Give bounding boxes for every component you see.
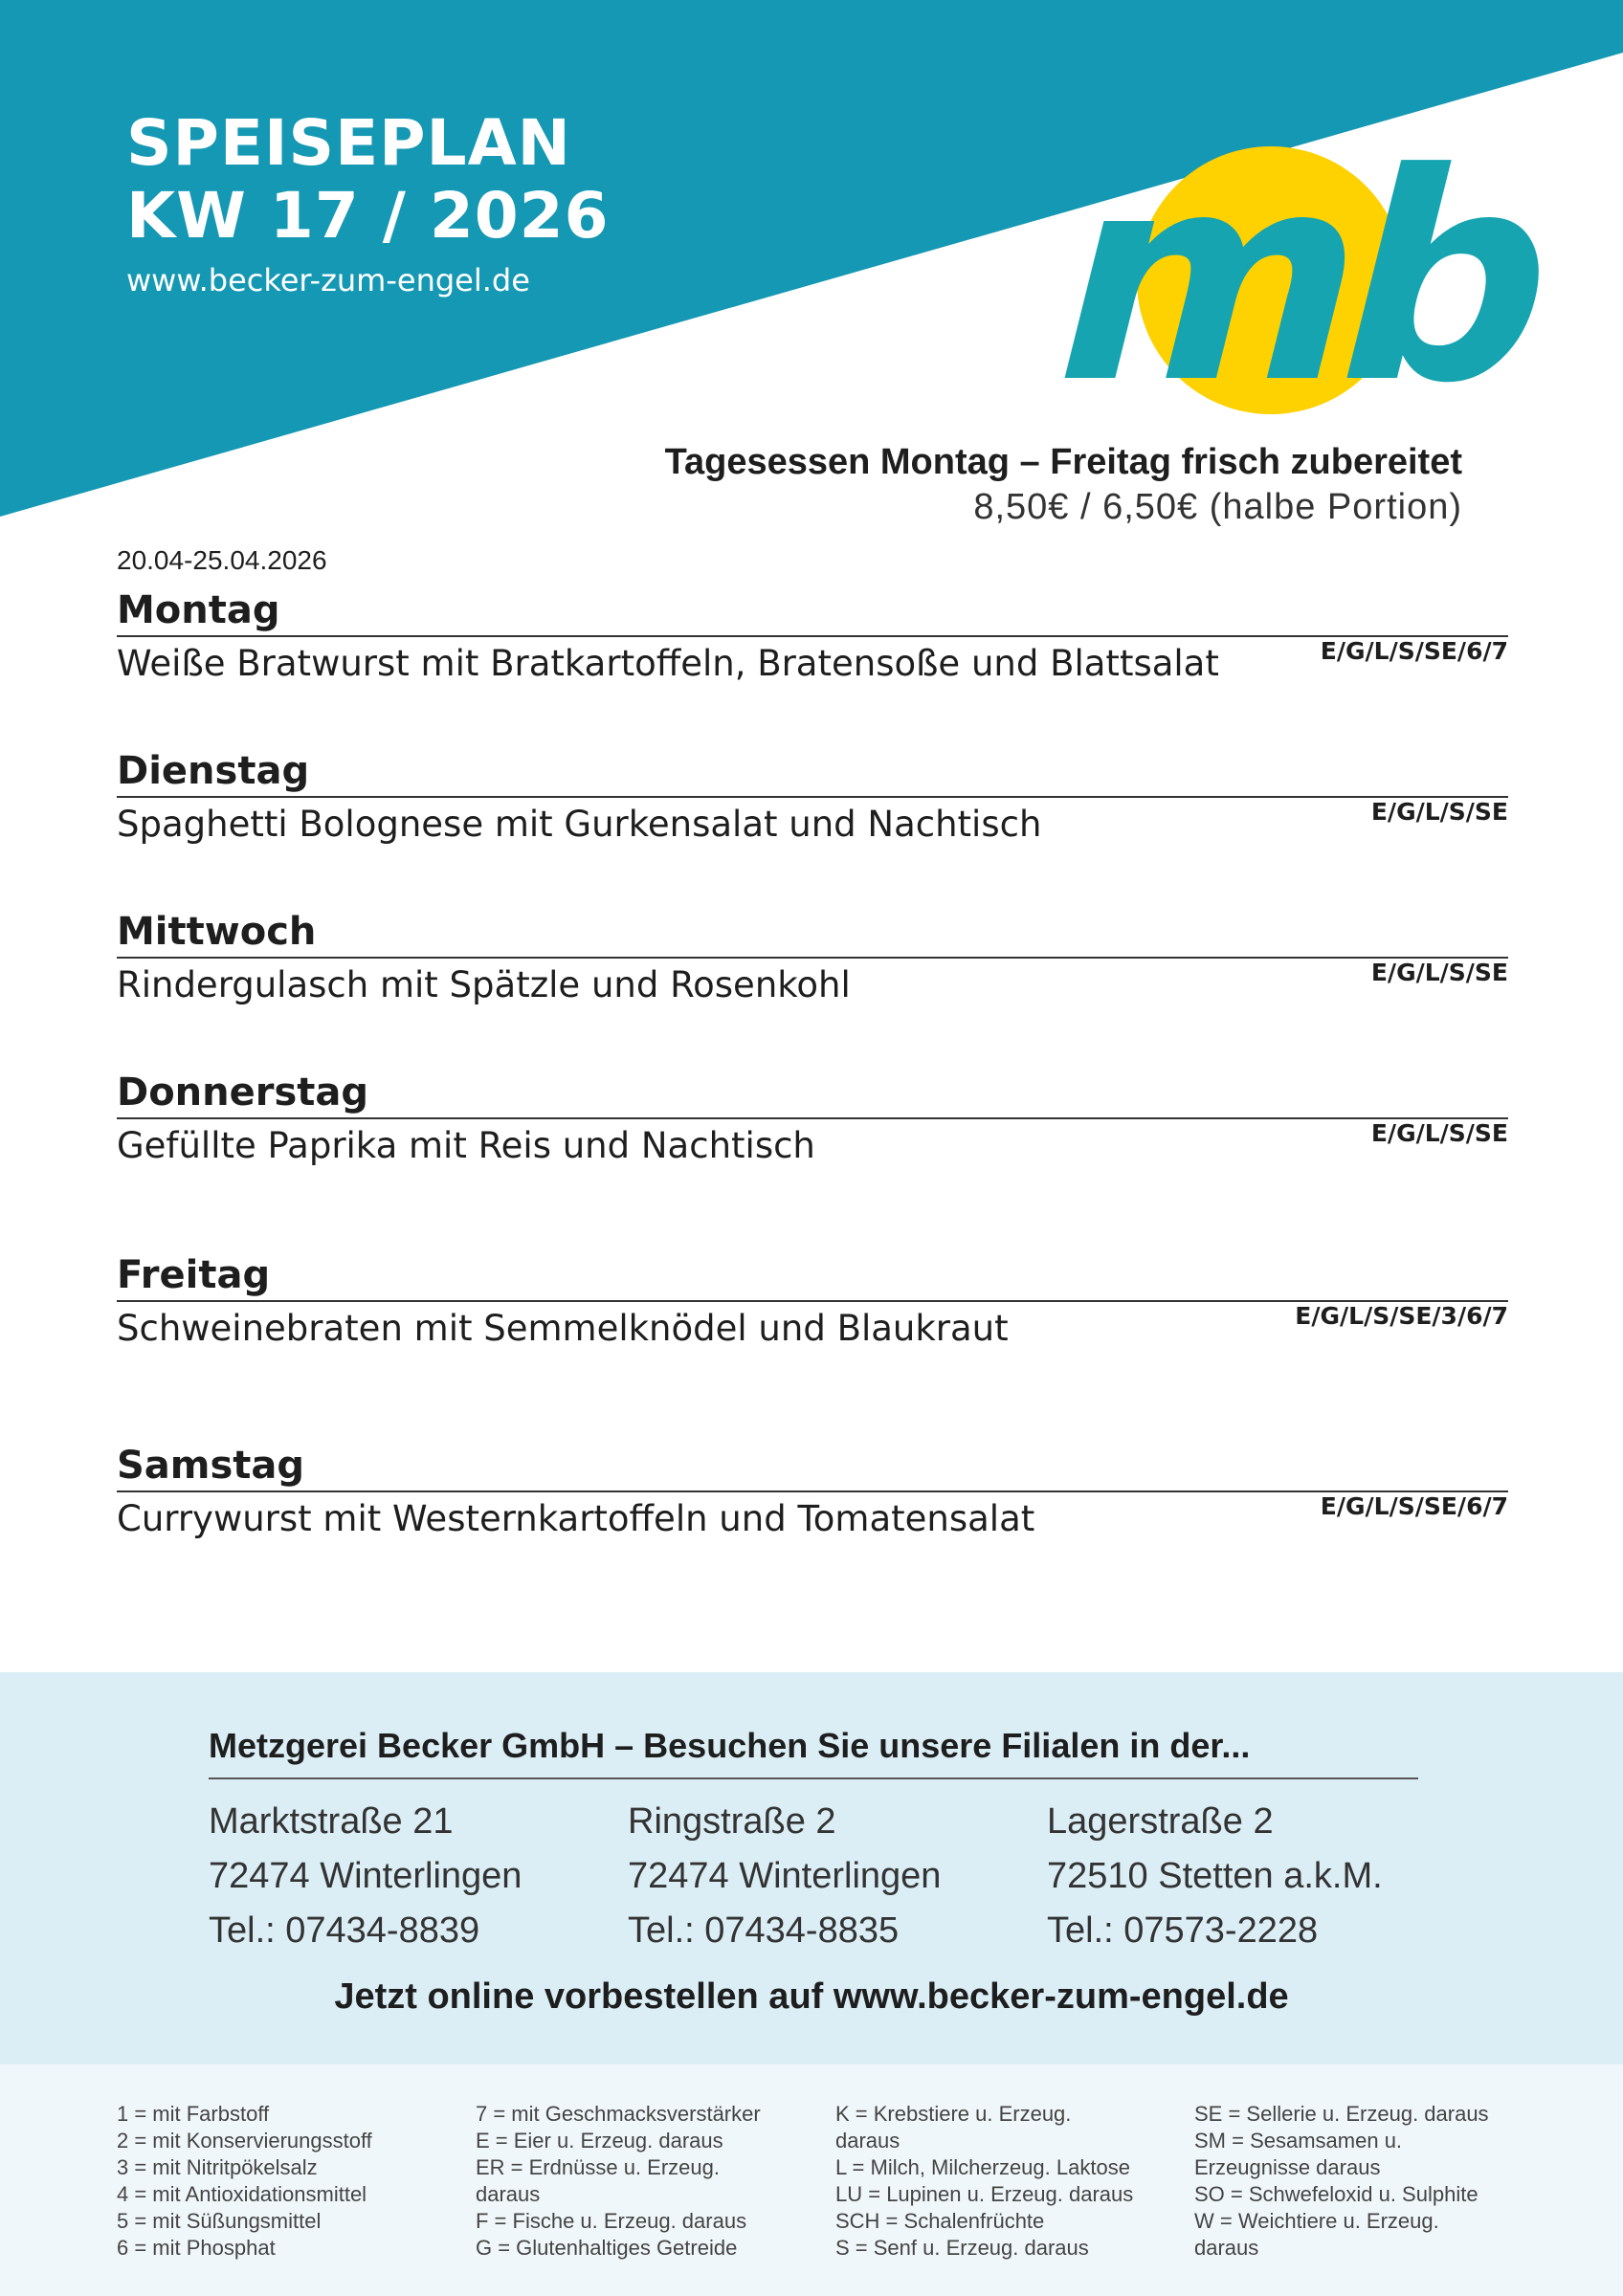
page-title xyxy=(126,107,610,253)
day-name: Freitag xyxy=(117,1252,1508,1302)
branch-phone[interactable]: Tel.: 07434-8839 xyxy=(209,1910,480,1951)
branch-2 xyxy=(628,1795,941,1958)
branch-phone[interactable]: Tel.: 07573-2228 xyxy=(1047,1910,1319,1951)
legend-entry: L = Milch, Milcherzeug. Laktose xyxy=(835,2155,1130,2179)
legend-entry: Erzeugnisse daraus xyxy=(1194,2155,1381,2179)
logo-text: mb xyxy=(1023,111,1578,446)
day-wednesday xyxy=(117,909,1508,1016)
legend-entry: 6 = mit Phosphat xyxy=(117,2236,276,2260)
legend-entry: daraus xyxy=(476,2182,541,2206)
intro-block xyxy=(665,442,1462,528)
day-name: Samstag xyxy=(117,1443,1508,1492)
dish-name: Gefüllte Paprika mit Reis und Nachtisch xyxy=(117,1125,815,1166)
branch-street: Marktstraße 21 xyxy=(209,1801,454,1842)
day-name: Mittwoch xyxy=(117,909,1508,959)
branch-street: Ringstraße 2 xyxy=(628,1801,836,1842)
legend-entry: 3 = mit Nitritpökelsalz xyxy=(117,2155,318,2179)
dish-name: Currywurst mit Westernkartoffeln und Tomatensalat xyxy=(117,1498,1035,1539)
legend-entry: 5 = mit Süßungsmittel xyxy=(117,2209,322,2233)
day-monday xyxy=(117,587,1508,695)
legend-column-1 xyxy=(117,2101,461,2262)
legend-entry: ER = Erdnüsse u. Erzeug. xyxy=(476,2155,720,2179)
branch-phone[interactable]: Tel.: 07434-8835 xyxy=(628,1910,900,1951)
legend-entry: LU = Lupinen u. Erzeug. daraus xyxy=(835,2182,1134,2206)
legend-entry: daraus xyxy=(1194,2236,1259,2260)
branch-city: 72474 Winterlingen xyxy=(209,1856,522,1896)
legend-entry: 7 = mit Geschmacksverstärker xyxy=(476,2102,761,2126)
legend-entry: 4 = mit Antioxidationsmittel xyxy=(117,2182,367,2206)
legend-entry: E = Eier u. Erzeug. daraus xyxy=(476,2129,723,2152)
legend-column-2 xyxy=(476,2101,820,2262)
legend-entry: 1 = mit Farbstoff xyxy=(117,2102,270,2126)
allergen-legend xyxy=(0,2064,1623,2296)
legend-column-4 xyxy=(1194,2101,1539,2262)
branch-street: Lagerstraße 2 xyxy=(1047,1801,1274,1842)
company-heading: Metzgerei Becker GmbH – Besuchen Sie unsere Filialen in der... xyxy=(209,1726,1418,1779)
intro-price: 8,50€ / 6,50€ (halbe Portion) xyxy=(973,487,1462,527)
branch-city: 72510 Stetten a.k.M. xyxy=(1047,1856,1383,1896)
allergen-codes: E/G/L/S/SE xyxy=(1370,959,1508,986)
footer-branches xyxy=(0,1672,1623,2064)
day-name: Dienstag xyxy=(117,748,1508,798)
legend-entry: S = Senf u. Erzeug. daraus xyxy=(835,2236,1089,2260)
day-name: Montag xyxy=(117,587,1508,637)
intro-title: Tagesessen Montag – Freitag frisch zubereitet xyxy=(664,442,1462,482)
allergen-codes: E/G/L/S/SE/6/7 xyxy=(1320,1492,1508,1520)
legend-entry: SO = Schwefeloxid u. Sulphite xyxy=(1194,2182,1478,2206)
dish-name: Rindergulasch mit Spätzle und Rosenkohl xyxy=(117,964,851,1005)
day-thursday xyxy=(117,1070,1508,1177)
allergen-codes: E/G/L/S/SE xyxy=(1370,798,1508,826)
date-range: 20.04-25.04.2026 xyxy=(117,545,327,575)
legend-entry: SCH = Schalenfrüchte xyxy=(835,2209,1045,2233)
day-friday xyxy=(117,1252,1508,1359)
legend-entry: 2 = mit Konservierungsstoff xyxy=(117,2129,372,2152)
legend-entry: G = Glutenhaltiges Getreide xyxy=(476,2236,738,2260)
title-line-1: SPEISEPLAN xyxy=(126,106,571,180)
header-website-link[interactable]: www.becker-zum-engel.de xyxy=(126,262,530,298)
legend-column-3 xyxy=(835,2101,1180,2262)
day-saturday xyxy=(117,1443,1508,1550)
legend-entry: W = Weichtiere u. Erzeug. xyxy=(1194,2209,1439,2233)
allergen-codes: E/G/L/S/SE/3/6/7 xyxy=(1295,1302,1508,1330)
title-line-2: KW 17 / 2026 xyxy=(126,179,610,253)
branch-1 xyxy=(209,1795,522,1958)
online-order-cta[interactable]: Jetzt online vorbestellen auf www.becker-zum-engel.de xyxy=(334,1976,1289,2017)
day-tuesday xyxy=(117,748,1508,855)
dish-name: Schweinebraten mit Semmelknödel und Blaukraut xyxy=(117,1308,1009,1349)
branch-3 xyxy=(1047,1795,1383,1958)
allergen-codes: E/G/L/S/SE/6/7 xyxy=(1320,637,1508,665)
mb-logo xyxy=(1023,111,1578,446)
day-name: Donnerstag xyxy=(117,1070,1508,1119)
legend-entry: F = Fische u. Erzeug. daraus xyxy=(476,2209,747,2233)
branch-city: 72474 Winterlingen xyxy=(628,1856,942,1896)
dish-name: Weiße Bratwurst mit Bratkartoffeln, Bratensoße und Blattsalat xyxy=(117,643,1219,684)
legend-entry: daraus xyxy=(835,2129,900,2152)
allergen-codes: E/G/L/S/SE xyxy=(1370,1119,1508,1147)
legend-entry: SE = Sellerie u. Erzeug. daraus xyxy=(1194,2102,1489,2126)
legend-entry: SM = Sesamsamen u. xyxy=(1194,2129,1403,2152)
dish-name: Spaghetti Bolognese mit Gurkensalat und Nachtisch xyxy=(117,804,1042,845)
legend-entry: K = Krebstiere u. Erzeug. xyxy=(835,2102,1072,2126)
